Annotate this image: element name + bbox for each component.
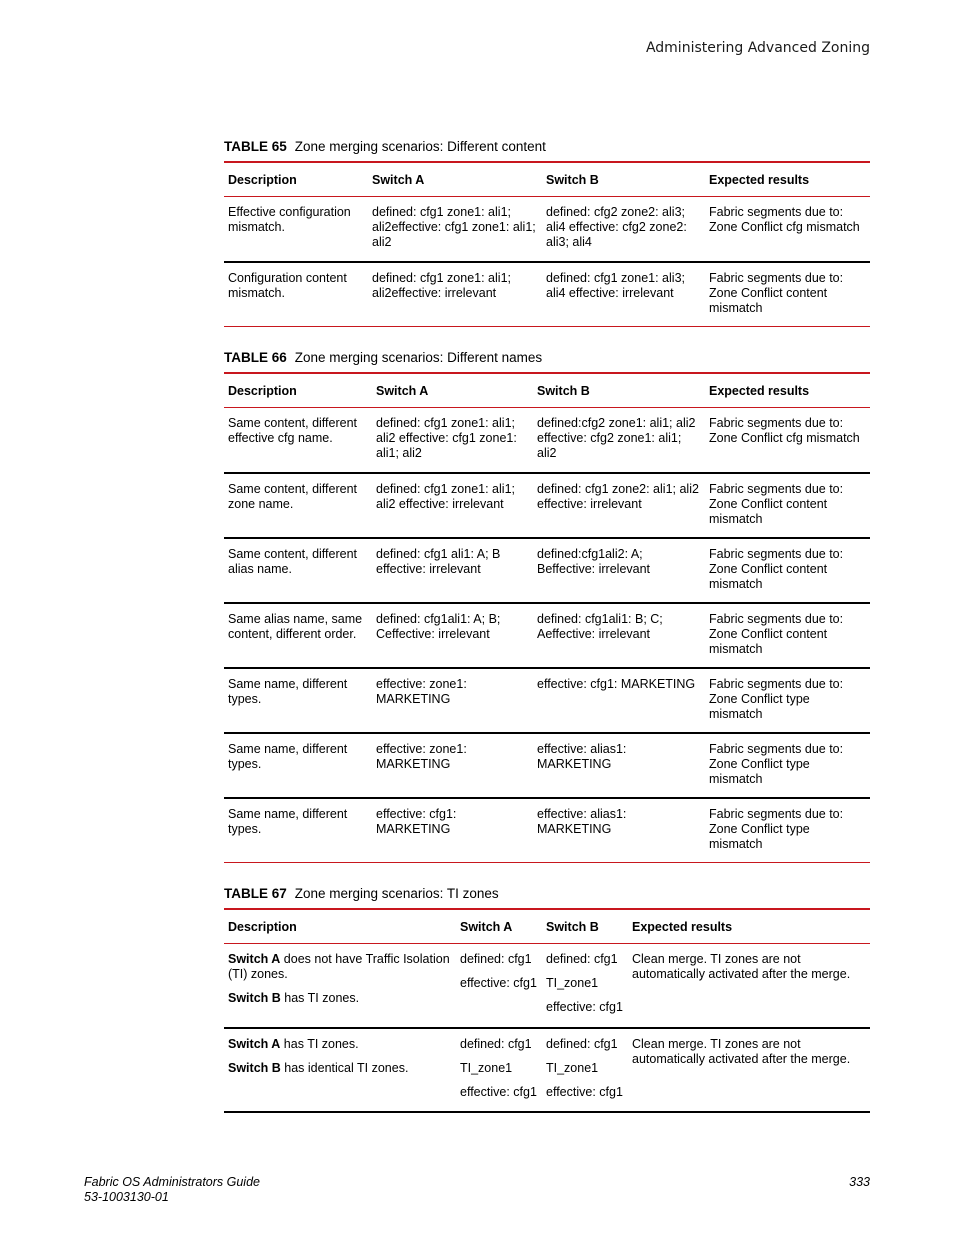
table-caption — [224, 886, 870, 908]
table-cell — [456, 944, 542, 1028]
table-row — [224, 944, 870, 1028]
table-row — [224, 733, 870, 798]
table-cell: effective: cfg1: MARKETING — [376, 806, 457, 836]
table-number: TABLE 67 — [224, 886, 287, 901]
table-cell: defined: cfg1ali1: B; C; Aeffective: irrelevant — [537, 611, 663, 641]
cell-text: has TI zones. — [280, 1036, 359, 1051]
table-65-block — [224, 139, 870, 327]
table-caption — [224, 139, 870, 161]
table-cell: Fabric segments due to: Zone Conflict type mismatch — [709, 741, 844, 786]
bold-term: Switch B — [228, 1060, 281, 1075]
table-cell: Same name, different types. — [228, 806, 348, 836]
cell-paragraph: defined: cfg1 — [546, 952, 618, 966]
table-cell: defined: cfg1ali1: A; B; Ceffective: irrelevant — [376, 611, 501, 641]
table-cell: Same content, different effective cfg name. — [228, 416, 358, 445]
cell-paragraph: TI_zone1 — [546, 1060, 599, 1075]
table-header-row — [224, 909, 870, 944]
table-cell: defined: cfg1 ali1: A; B effective: irrelevant — [376, 546, 501, 576]
column-header: Expected results — [709, 383, 810, 398]
table-row — [224, 408, 870, 473]
table-cell: defined: cfg2 zone2: ali3; ali4 effective: cfg2 zone2: ali3; ali4 — [546, 205, 687, 249]
column-header: Switch B — [537, 383, 590, 398]
bold-term: Switch B — [228, 991, 281, 1005]
table-66-block — [224, 350, 870, 863]
table-cell: Same content, different alias name. — [228, 546, 358, 576]
cell-paragraph — [228, 1061, 452, 1076]
table-number: TABLE 65 — [224, 139, 287, 154]
table-cell: effective: alias1: MARKETING — [537, 741, 627, 771]
table-row — [224, 473, 870, 538]
table-cell: defined: cfg1 zone1: ali1; ali2 effective: cfg1 zone1: ali1; ali2 — [376, 416, 517, 460]
table-cell: Clean merge. TI zones are not automatically activated after the merge. — [632, 952, 851, 981]
table-cell — [542, 944, 628, 1028]
table-cell: Same alias name, same content, different order. — [228, 611, 363, 641]
column-header: Switch A — [460, 919, 513, 934]
footer-page-number: 333 — [849, 1175, 870, 1189]
footer-doc-title: Fabric OS Administrators Guide — [84, 1175, 260, 1189]
cell-text: does not have Traffic Isolation (TI) zones. — [228, 952, 450, 981]
bold-term: Switch A — [228, 1036, 281, 1051]
cell-text: has identical TI zones. — [280, 1060, 409, 1075]
table-cell — [224, 1028, 456, 1112]
table-row — [224, 262, 870, 327]
table-cell: defined:cfg2 zone1: ali1; ali2 effective: cfg2 zone1: ali1; ali2 — [537, 416, 696, 460]
cell-paragraph: effective: cfg1 — [546, 1084, 623, 1099]
column-header: Description — [228, 919, 297, 934]
table-row — [224, 197, 870, 262]
table-cell: defined:cfg1ali2: A; Beffective: irrelevant — [537, 546, 651, 576]
table-cell: Configuration content mismatch. — [228, 270, 347, 300]
column-header: Expected results — [709, 172, 810, 187]
cell-paragraph — [228, 1037, 452, 1052]
table-caption — [224, 350, 870, 372]
table-cell: Fabric segments due to: Zone Conflict type mismatch — [709, 676, 844, 721]
column-header: Description — [228, 383, 297, 398]
cell-paragraph: effective: cfg1 — [460, 976, 537, 990]
column-header: Switch A — [372, 172, 425, 187]
table-cell: effective: zone1: MARKETING — [376, 676, 467, 706]
footer-doc-info — [84, 1175, 260, 1205]
table-66 — [224, 372, 870, 863]
footer-doc-number: 53-1003130-01 — [84, 1190, 169, 1204]
table-cell: Fabric segments due to: Zone Conflict type mismatch — [709, 806, 844, 851]
table-cell — [456, 1028, 542, 1112]
column-header: Description — [228, 172, 297, 187]
table-title: Zone merging scenarios: TI zones — [294, 886, 499, 901]
table-row — [224, 798, 870, 863]
table-cell: Clean merge. TI zones are not automatically activated after the merge. — [632, 1036, 851, 1066]
table-cell: Same name, different types. — [228, 676, 348, 706]
cell-paragraph: effective: cfg1 — [546, 1000, 623, 1014]
table-cell: Fabric segments due to: Zone Conflict cfg mismatch — [709, 416, 860, 445]
table-67-block — [224, 886, 870, 1113]
table-number: TABLE 66 — [224, 350, 287, 365]
table-cell: Fabric segments due to: Zone Conflict content mismatch — [709, 270, 844, 315]
cell-paragraph: effective: cfg1 — [460, 1084, 537, 1099]
table-65 — [224, 161, 870, 327]
table-row — [224, 1028, 870, 1112]
cell-paragraph: defined: cfg1 — [546, 1036, 618, 1051]
table-cell: defined: cfg1 zone1: ali1; ali2effective: irrelevant — [372, 270, 511, 300]
cell-paragraph: defined: cfg1 — [460, 952, 532, 966]
table-cell: defined: cfg1 zone1: ali3; ali4 effective: irrelevant — [546, 270, 685, 300]
table-cell: effective: alias1: MARKETING — [537, 806, 627, 836]
table-row — [224, 603, 870, 668]
table-cell: effective: cfg1: MARKETING — [537, 676, 696, 691]
table-header-row — [224, 162, 870, 197]
cell-paragraph: TI_zone1 — [546, 976, 599, 990]
table-cell: Fabric segments due to: Zone Conflict content mismatch — [709, 546, 844, 591]
cell-paragraph — [228, 991, 452, 1006]
table-cell: effective: zone1: MARKETING — [376, 741, 467, 771]
table-row — [224, 668, 870, 733]
column-header: Switch B — [546, 172, 599, 187]
table-cell: defined: cfg1 zone1: ali1; ali2 effective: irrelevant — [376, 481, 515, 511]
table-cell: Fabric segments due to: Zone Conflict content mismatch — [709, 481, 844, 526]
column-header: Switch A — [376, 383, 429, 398]
column-header: Expected results — [632, 919, 733, 934]
cell-paragraph — [228, 952, 452, 982]
bold-term: Switch A — [228, 952, 281, 966]
column-header: Switch B — [546, 919, 599, 934]
table-cell: Fabric segments due to: Zone Conflict cfg mismatch — [709, 205, 860, 234]
cell-paragraph: defined: cfg1 — [460, 1036, 532, 1051]
running-header-title: Administering Advanced Zoning — [645, 40, 870, 56]
table-67 — [224, 908, 870, 1113]
cell-text: has TI zones. — [280, 991, 360, 1005]
table-cell — [224, 944, 456, 1028]
table-cell: Same name, different types. — [228, 741, 348, 771]
table-cell: defined: cfg1 zone2: ali1; ali2 effective: irrelevant — [537, 481, 699, 511]
table-title: Zone merging scenarios: Different names — [294, 350, 543, 365]
table-cell: Fabric segments due to: Zone Conflict content mismatch — [709, 611, 844, 656]
table-cell — [542, 1028, 628, 1112]
table-title: Zone merging scenarios: Different content — [294, 139, 546, 154]
table-cell: Same content, different zone name. — [228, 481, 358, 511]
table-row — [224, 538, 870, 603]
table-header-row — [224, 373, 870, 408]
table-cell: Effective configuration mismatch. — [228, 205, 351, 234]
cell-paragraph: TI_zone1 — [460, 1060, 513, 1075]
table-cell: defined: cfg1 zone1: ali1; ali2effective: cfg1 zone1: ali1; ali2 — [372, 205, 536, 249]
